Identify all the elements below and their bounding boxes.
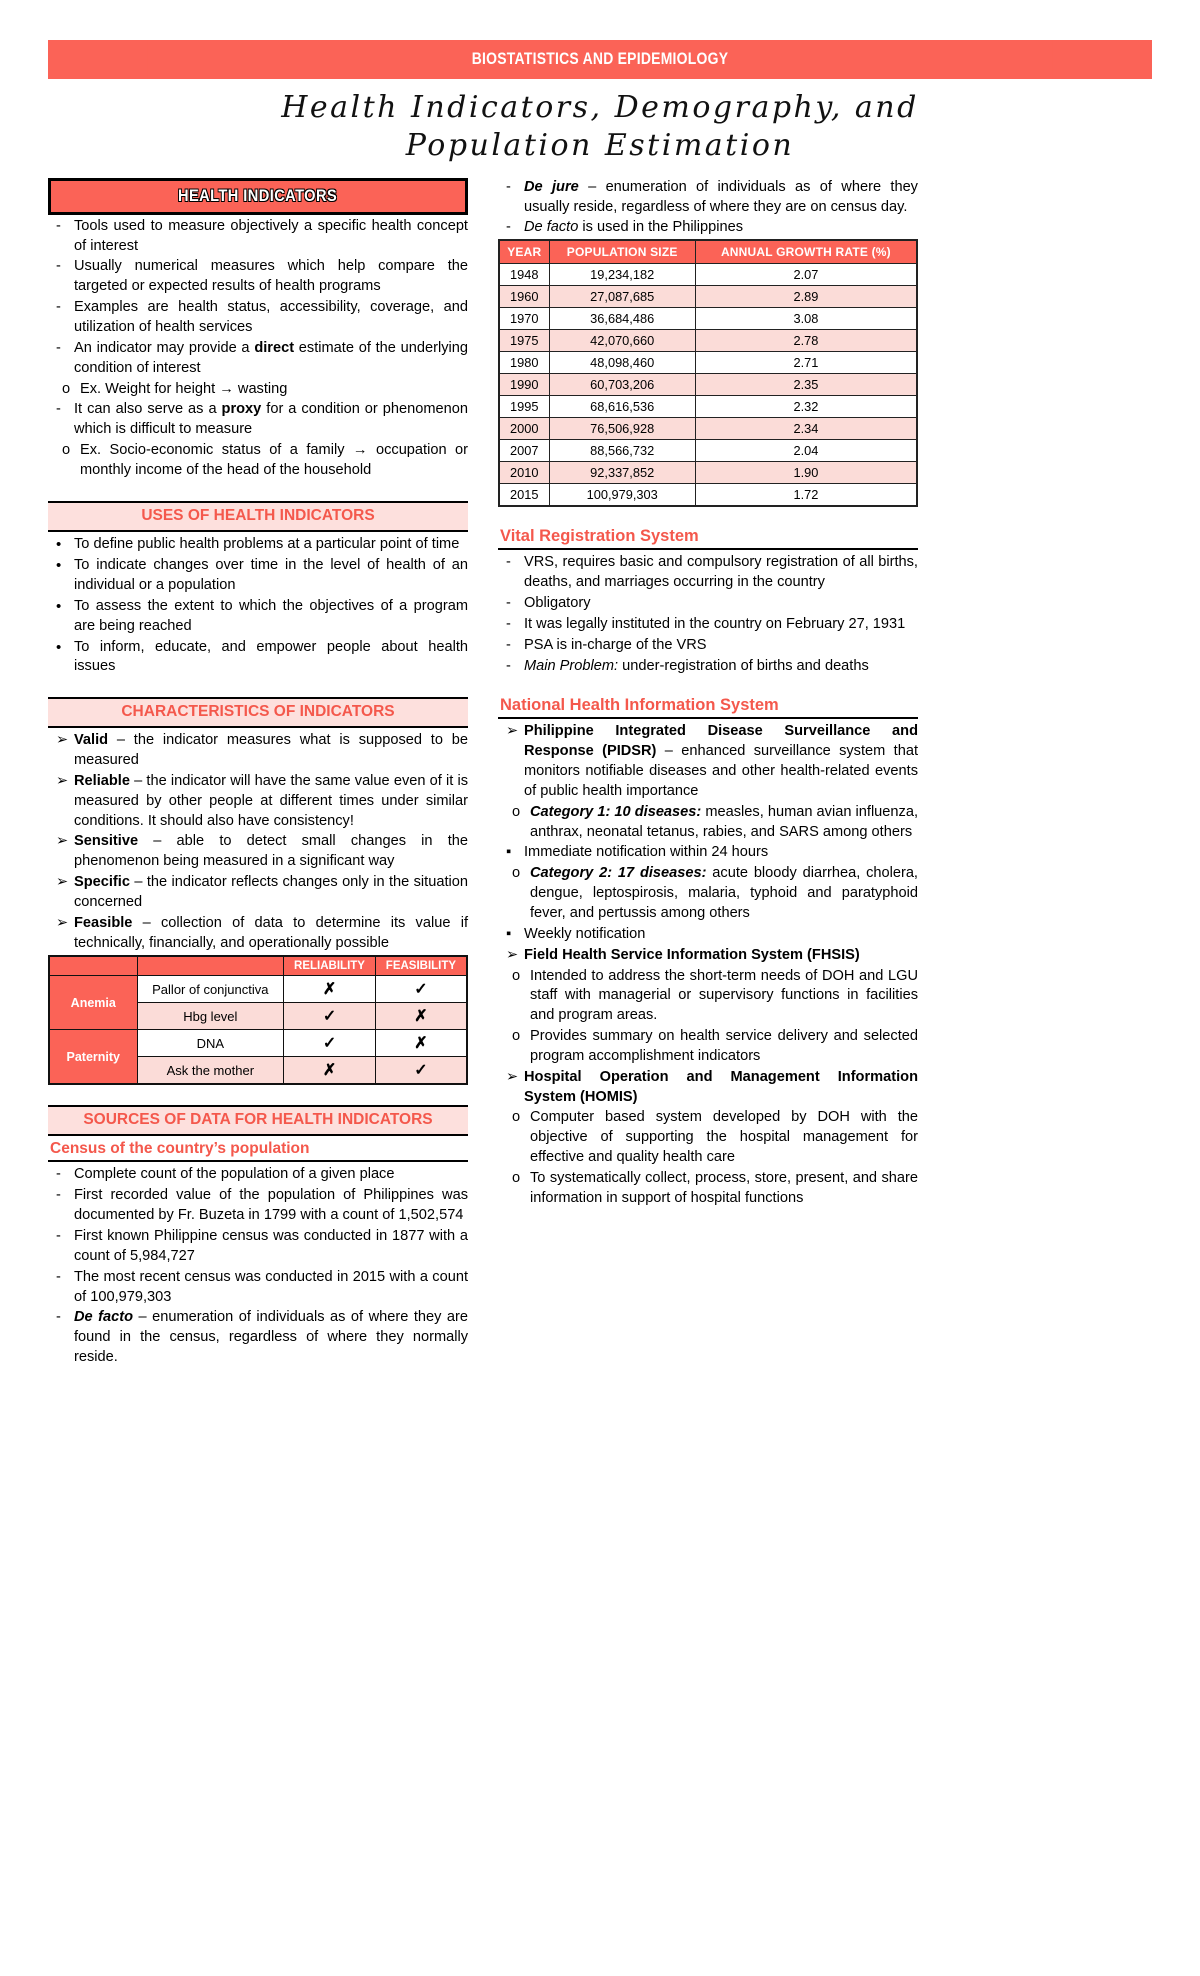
- right-column: [498, 178, 918, 1229]
- health-indicators-list: [48, 217, 468, 481]
- list-item-text: Philippine Integrated Disease Surveillance and Response (PIDSR) – enhanced surveillance system that monitors notifiable diseases and other health-related events of public health importance: [524, 723, 919, 799]
- list-item-text: Immediate notification within 24 hours: [524, 844, 769, 861]
- list-item-text: Sensitive – able to detect small changes in the phenomenon being measured in a significant way: [74, 833, 468, 870]
- cell-population: 100,979,303: [549, 484, 695, 507]
- list-item-text: Usually numerical measures which help compare the targeted or expected results of health programs: [74, 258, 468, 295]
- section-vrs: [498, 527, 918, 676]
- census-col-year: YEAR: [499, 240, 549, 264]
- list-marker: ➢: [56, 874, 69, 891]
- list-item: [48, 873, 468, 913]
- list-item-text: Weekly notification: [524, 925, 646, 942]
- list-item-text: First known Philippine census was conducted in 1877 with a count of 5,984,727: [74, 1228, 468, 1264]
- cell-category: Anemia: [49, 976, 137, 1030]
- census-col-population: POPULATION SIZE: [549, 240, 695, 264]
- list-marker: -: [506, 219, 511, 236]
- list-item-text: Category 1: 10 diseases: measles, human avian influenza, anthrax, neonatal tetanus, rabies, and SARS among others: [530, 803, 918, 840]
- list-item-text: To assess the extent to which the objectives of a program are being reached: [74, 597, 468, 634]
- list-marker: o: [512, 1028, 521, 1045]
- list-marker: -: [56, 401, 61, 418]
- cell-year: 1970: [499, 308, 549, 330]
- list-item: [498, 803, 918, 843]
- list-marker: -: [56, 339, 61, 356]
- list-marker: o: [62, 380, 71, 397]
- section-characteristics: [48, 697, 468, 1085]
- list-item-text: Specific – the indicator reflects changes only in the situation concerned: [74, 874, 468, 910]
- cell-feasibility: ✓: [375, 1057, 467, 1085]
- banner-text: BIOSTATISTICS AND EPIDEMIOLOGY: [147, 40, 1052, 79]
- list-item: [498, 636, 918, 656]
- list-item: [48, 535, 468, 555]
- list-item-text: The most recent census was conducted in 2015 with a count of 100,979,303: [74, 1268, 468, 1305]
- table-row: [499, 440, 917, 462]
- list-item-text: To systematically collect, process, store, present, and share information in support of hospital functions: [530, 1169, 918, 1206]
- cell-year: 2015: [499, 484, 549, 507]
- list-marker: -: [56, 1268, 61, 1285]
- characteristics-header: CHARACTERISTICS OF INDICATORS: [48, 697, 468, 728]
- list-marker: •: [56, 557, 62, 575]
- cell-population: 60,703,206: [549, 374, 695, 396]
- cell-growth: 2.78: [695, 330, 917, 352]
- cell-year: 2000: [499, 418, 549, 440]
- list-item: [48, 1165, 468, 1185]
- cell-year: 1948: [499, 264, 549, 286]
- list-item: [48, 1308, 468, 1368]
- topic-banner: [48, 40, 1152, 79]
- list-marker: ▪: [506, 844, 512, 861]
- list-item: [48, 257, 468, 297]
- cell-growth: 2.35: [695, 374, 917, 396]
- list-marker: -: [506, 636, 511, 653]
- list-item: [498, 946, 918, 966]
- cell-growth: 2.89: [695, 286, 917, 308]
- list-item: [498, 722, 918, 801]
- list-item: [498, 925, 918, 945]
- list-item-text: An indicator may provide a direct estimate of the underlying condition of interest: [74, 339, 469, 376]
- cell-growth: 3.08: [695, 308, 917, 330]
- cell-indicator: Pallor of conjunctiva: [137, 976, 284, 1003]
- list-marker: -: [56, 1228, 61, 1245]
- list-marker: -: [56, 299, 61, 316]
- cell-year: 1975: [499, 330, 549, 352]
- table-row: [499, 462, 917, 484]
- list-item-text: It was legally instituted in the country on February 27, 1931: [524, 615, 906, 632]
- table-row: [499, 264, 917, 286]
- list-marker: ➢: [56, 732, 69, 749]
- list-marker: -: [56, 1166, 61, 1183]
- cell-population: 36,684,486: [549, 308, 695, 330]
- rel-table-head: [49, 956, 467, 976]
- table-row: [499, 286, 917, 308]
- list-item: [48, 832, 468, 872]
- list-marker: -: [56, 1187, 61, 1204]
- cell-indicator: Hbg level: [137, 1003, 284, 1030]
- title-line-2: Population Estimation: [405, 128, 795, 164]
- list-marker: -: [506, 657, 511, 674]
- list-item-text: Hospital Operation and Management Information System (HOMIS): [524, 1068, 918, 1105]
- list-marker: o: [62, 442, 71, 459]
- cell-growth: 1.90: [695, 462, 917, 484]
- list-marker: ➢: [56, 833, 69, 850]
- cell-growth: 2.07: [695, 264, 917, 286]
- table-row: [499, 374, 917, 396]
- list-item-text: Valid – the indicator measures what is supposed to be measured: [74, 732, 468, 769]
- list-item: [48, 441, 468, 481]
- list-item: [498, 1027, 918, 1067]
- cell-reliability: ✓: [284, 1003, 376, 1030]
- census-table-body: [499, 264, 917, 507]
- cell-population: 92,337,852: [549, 462, 695, 484]
- cell-growth: 2.04: [695, 440, 917, 462]
- list-item-text: Main Problem: under-registration of births and deaths: [524, 657, 869, 674]
- cell-feasibility: ✓: [375, 976, 467, 1003]
- cell-population: 88,566,732: [549, 440, 695, 462]
- list-marker: -: [506, 554, 511, 571]
- cell-growth: 2.32: [695, 396, 917, 418]
- list-item: [48, 731, 468, 771]
- list-item: [48, 914, 468, 954]
- list-item-text: To indicate changes over time in the level of health of an individual or a population: [74, 557, 468, 593]
- list-item-text: Provides summary on health service delivery and selected program accomplishment indicators: [530, 1028, 918, 1064]
- list-item-text: First recorded value of the population of Philippines was documented by Fr. Buzeta in 1799 with a count of 1,502,574: [74, 1187, 468, 1224]
- list-marker: -: [506, 615, 511, 632]
- list-item-text: PSA is in-charge of the VRS: [524, 636, 707, 653]
- sources-subheader: Census of the country’s population: [48, 1139, 468, 1162]
- sources-list: [48, 1165, 468, 1367]
- list-item: [498, 864, 918, 924]
- table-row: [499, 308, 917, 330]
- table-row: [499, 484, 917, 507]
- section-nhis: [498, 696, 918, 1208]
- list-item: [48, 380, 468, 400]
- cell-year: 1990: [499, 374, 549, 396]
- cell-feasibility: ✗: [375, 1003, 467, 1030]
- list-item-text: Complete count of the population of a given place: [74, 1166, 395, 1183]
- list-item: [498, 218, 918, 238]
- cell-growth: 2.34: [695, 418, 917, 440]
- list-item-text: Category 2: 17 diseases: acute bloody diarrhea, cholera, dengue, leptospirosis, malaria, typhoid and paratyphoid fever, and pertussis among others: [530, 865, 918, 921]
- list-item-text: To define public health problems at a particular point of time: [74, 535, 460, 552]
- cell-population: 76,506,928: [549, 418, 695, 440]
- list-marker: o: [512, 967, 521, 984]
- cell-reliability: ✗: [284, 976, 376, 1003]
- uses-header: USES OF HEALTH INDICATORS: [48, 501, 468, 532]
- list-item: [48, 772, 468, 832]
- list-item: [498, 553, 918, 593]
- nhis-header: National Health Information System: [498, 696, 918, 719]
- list-item-text: Examples are health status, accessibility, coverage, and utilization of health services: [74, 299, 468, 335]
- list-marker: ➢: [56, 914, 69, 931]
- list-item: [48, 217, 468, 257]
- list-item: [48, 339, 468, 379]
- cell-indicator: DNA: [137, 1030, 284, 1057]
- cell-population: 42,070,660: [549, 330, 695, 352]
- section-de-jure: [498, 178, 918, 239]
- cell-growth: 2.71: [695, 352, 917, 374]
- list-item: [48, 638, 468, 678]
- list-marker: -: [56, 217, 61, 234]
- rel-col-category: [49, 956, 137, 976]
- list-marker: ➢: [506, 723, 519, 740]
- table-row: [49, 976, 467, 1003]
- sources-header: SOURCES OF DATA FOR HEALTH INDICATORS: [48, 1105, 468, 1136]
- list-item-text: Computer based system developed by DOH with the objective of supporting the hospital management for effective and quality health care: [530, 1109, 918, 1166]
- rel-col-reliability: RELIABILITY: [284, 956, 376, 976]
- list-marker: ➢: [506, 1068, 519, 1085]
- list-item: [48, 400, 468, 440]
- census-table-head: [499, 240, 917, 264]
- cell-reliability: ✓: [284, 1030, 376, 1057]
- cell-year: 1960: [499, 286, 549, 308]
- list-item: [498, 178, 918, 218]
- list-item-text: Field Health Service Information System (FHSIS): [524, 946, 860, 963]
- list-item: [48, 597, 468, 637]
- list-marker: -: [506, 178, 511, 195]
- list-item-text: It can also serve as a proxy for a condition or phenomenon which is difficult to measure: [74, 401, 468, 438]
- cell-population: 48,098,460: [549, 352, 695, 374]
- list-item-text: De facto is used in the Philippines: [524, 219, 744, 236]
- cell-category: Paternity: [49, 1030, 137, 1085]
- list-marker: ➢: [506, 946, 519, 963]
- list-marker: -: [506, 595, 511, 611]
- cell-population: 68,616,536: [549, 396, 695, 418]
- list-item: [48, 298, 468, 338]
- census-population-table: [498, 239, 918, 507]
- list-marker: o: [512, 1109, 521, 1126]
- cell-growth: 1.72: [695, 484, 917, 507]
- characteristics-list: [48, 731, 468, 953]
- title-line-1: Health Indicators, Demography, and: [281, 90, 919, 125]
- two-column-layout: [48, 178, 1152, 1388]
- table-row: [499, 396, 917, 418]
- list-marker: o: [512, 1169, 521, 1186]
- list-item-text: Obligatory: [524, 595, 591, 611]
- cell-year: 2007: [499, 440, 549, 462]
- de-jure-list: [498, 178, 918, 239]
- rel-header-row: [49, 956, 467, 976]
- section-sources: [48, 1105, 468, 1367]
- health-indicators-header: [48, 178, 468, 215]
- list-item: [498, 843, 918, 863]
- health-indicators-header-text: HEALTH INDICATORS: [178, 185, 338, 205]
- list-marker: •: [56, 535, 62, 553]
- cell-reliability: ✗: [284, 1057, 376, 1085]
- table-row: [49, 1030, 467, 1057]
- table-row: [499, 352, 917, 374]
- cell-feasibility: ✗: [375, 1030, 467, 1057]
- cell-population: 27,087,685: [549, 286, 695, 308]
- cell-population: 19,234,182: [549, 264, 695, 286]
- list-item-text: Ex. Weight for height → wasting: [80, 380, 288, 397]
- list-marker: -: [56, 1309, 61, 1326]
- cell-year: 2010: [499, 462, 549, 484]
- list-marker: •: [56, 638, 62, 656]
- list-marker: •: [56, 597, 62, 615]
- nhis-list: [498, 722, 918, 1208]
- list-item-text: Ex. Socio-economic status of a family → occupation or monthly income of the head of the household: [80, 442, 468, 478]
- list-item: [498, 967, 918, 1027]
- list-item-text: Reliable – the indicator will have the same value even of it is measured by other people at different times under similar conditions. It should also have consistency!: [74, 772, 468, 829]
- list-item-text: Feasible – collection of data to determine its value if technically, financially, and operationally possible: [74, 914, 468, 951]
- rel-table-body: [49, 976, 467, 1085]
- list-item: [498, 1169, 918, 1209]
- list-item: [48, 556, 468, 596]
- list-marker: o: [512, 803, 521, 820]
- list-item-text: Tools used to measure objectively a specific health concept of interest: [74, 217, 468, 254]
- list-item: [48, 1268, 468, 1308]
- list-item-text: Intended to address the short-term needs of DOH and LGU staff with managerial or supervisory functions in facilities and program areas.: [530, 967, 918, 1024]
- list-item: [498, 594, 918, 614]
- page-title: [48, 79, 1152, 172]
- section-uses: [48, 501, 468, 677]
- cell-indicator: Ask the mother: [137, 1057, 284, 1085]
- cell-year: 1980: [499, 352, 549, 374]
- list-marker: ➢: [56, 772, 69, 789]
- list-item: [48, 1227, 468, 1267]
- list-item-text: De facto – enumeration of individuals as of where they are found in the census, regardless of where they normally reside.: [74, 1309, 468, 1366]
- list-item: [48, 1186, 468, 1226]
- list-item: [498, 615, 918, 635]
- uses-list: [48, 535, 468, 677]
- list-item: [498, 1108, 918, 1168]
- list-item-text: De jure – enumeration of individuals as of where they usually reside, regardless of where they are on census day.: [524, 178, 918, 215]
- census-col-growth: ANNUAL GROWTH RATE (%): [695, 240, 917, 264]
- section-health-indicators: [48, 178, 468, 481]
- rel-col-feasibility: FEASIBILITY: [375, 956, 467, 976]
- list-item: [498, 1068, 918, 1108]
- list-item: [498, 657, 918, 677]
- table-row: [499, 330, 917, 352]
- census-header-row: [499, 240, 917, 264]
- list-item-text: VRS, requires basic and compulsory registration of all births, deaths, and marriages occurring in the country: [524, 554, 918, 591]
- rel-col-indicator: [137, 956, 284, 976]
- vrs-header: Vital Registration System: [498, 527, 918, 550]
- list-marker: o: [512, 865, 521, 882]
- left-column: [48, 178, 468, 1388]
- vrs-list: [498, 553, 918, 676]
- list-marker: ▪: [506, 925, 512, 942]
- list-marker: -: [56, 258, 61, 275]
- list-item-text: To inform, educate, and empower people about health issues: [74, 638, 468, 675]
- cell-year: 1995: [499, 396, 549, 418]
- table-row: [499, 418, 917, 440]
- section-census-table: [498, 239, 918, 507]
- reliability-feasibility-table: [48, 955, 468, 1085]
